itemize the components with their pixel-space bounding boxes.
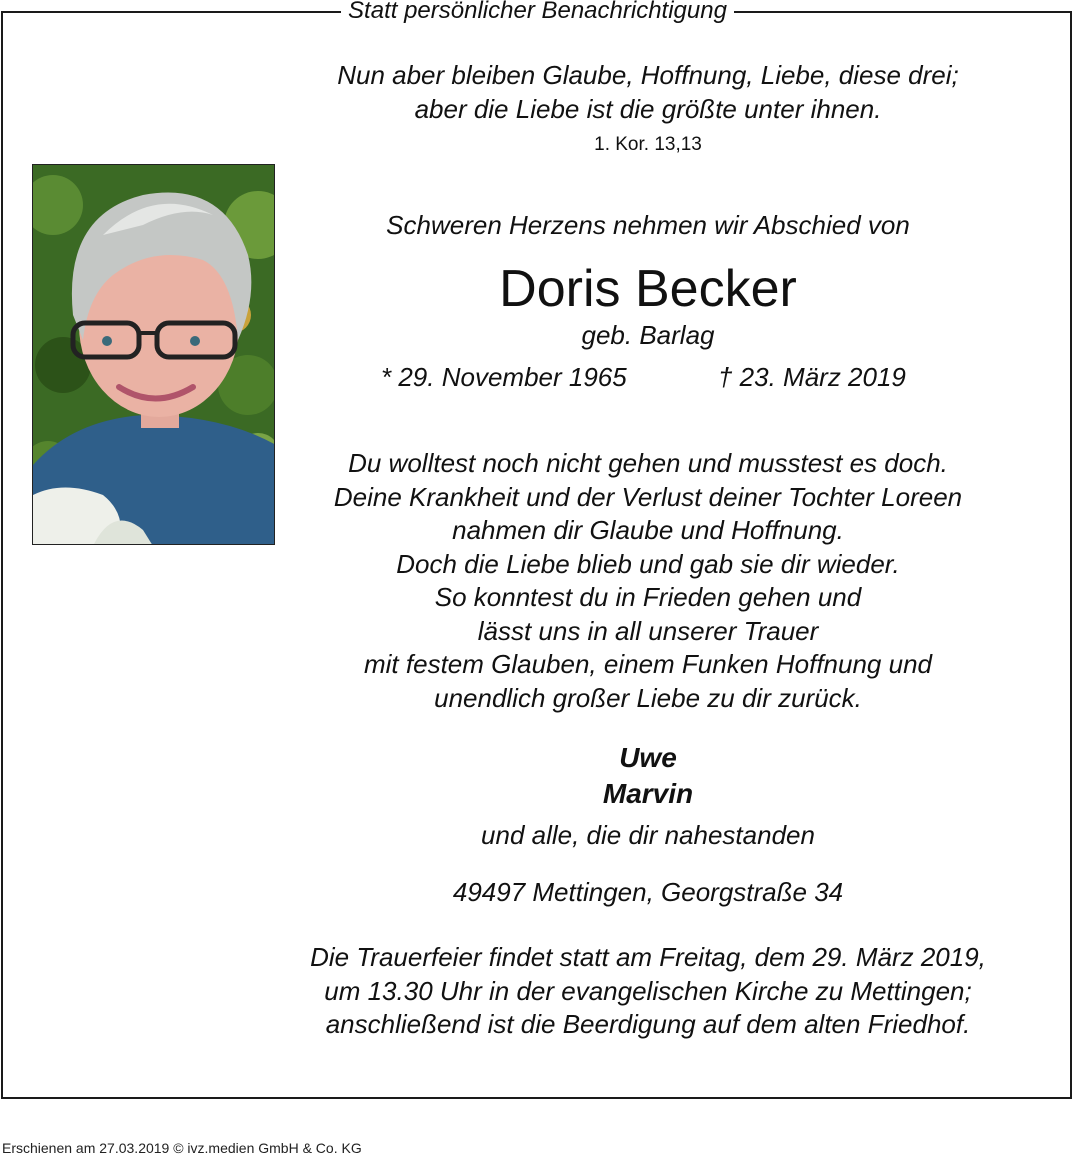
poem-line: lässt uns in all unserer Trauer [477,615,819,646]
service-line: Die Trauerfeier findet statt am Freitag, dem 29. März 2019, [310,942,986,972]
mourner-name: Uwe [619,742,677,773]
deceased-name: Doris Becker [499,260,797,318]
mourner-name: Marvin [602,778,694,809]
other-mourners: und alle, die dir nahestanden [481,820,815,850]
poem-line: nahmen dir Glaube und Hoffnung. [452,515,844,545]
frame-title-text: Statt persönlicher Benachrichtigung [341,0,734,24]
service-line: um 13.30 Uhr in der evangelischen Kirche zu Mettingen; [324,975,972,1006]
verse-reference: 1. Kor. 13,13 [594,134,702,155]
portrait-illustration [33,165,275,545]
bible-verse [280,58,1016,126]
funeral-service-info [280,941,1016,1042]
poem-line: Du wolltest noch nicht gehen und musstest es doch. [348,448,948,478]
mourner-names [280,740,1016,812]
memorial-poem [280,447,1016,715]
verse-line: Nun aber bleiben Glaube, Hoffnung, Liebe, diese drei; [337,60,959,90]
poem-line: So konntest du in Frieden gehen und [434,582,862,612]
death-date: † 23. März 2019 [718,362,906,392]
publication-footer: Erschienen am 27.03.2019 © ivz.medien GmbH & Co. KG [2,1140,362,1156]
birth-date: * 29. November 1965 [381,362,627,392]
frame-title [0,0,1075,26]
farewell-intro: Schweren Herzens nehmen wir Abschied von [386,210,910,240]
family-address: 49497 Mettingen, Georgstraße 34 [452,877,844,907]
portrait-photo [32,164,275,545]
poem-line: unendlich großer Liebe zu dir zurück. [434,682,862,713]
verse-line: aber die Liebe ist die größte unter ihnen. [414,94,882,124]
service-line: anschließend ist die Beerdigung auf dem alten Friedhof. [325,1009,971,1039]
poem-line: Doch die Liebe blieb und gab sie dir wieder. [396,548,900,579]
poem-line: mit festem Glauben, einem Funken Hoffnung und [364,649,932,679]
maiden-name: geb. Barlag [581,320,715,350]
poem-line: Deine Krankheit und der Verlust deiner Tochter Loreen [333,481,963,512]
